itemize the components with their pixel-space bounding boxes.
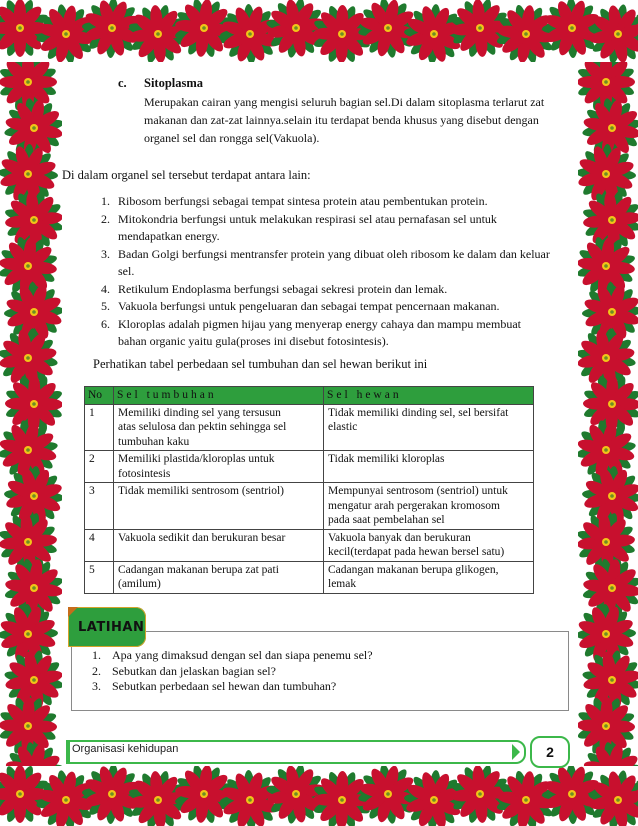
question-text: Sebutkan dan jelaskan bagian sel? [112,663,276,678]
cell-no: 2 [85,451,114,483]
list-item [84,246,574,281]
item-text: sel. [118,264,135,278]
cell-line: Cadangan makanan berupa glikogen, [328,563,499,576]
paragraph-line: Merupakan cairan yang mengisi seluruh bagian sel.Di dalam sitoplasma terlarut zat [144,95,545,109]
item-number: 4. [101,281,110,296]
cell-plant [114,561,324,593]
cell-animal [324,529,534,561]
item-number: 1. [101,194,110,208]
section-paragraph [144,93,564,147]
organelle-list [84,193,574,351]
cell-line: Vakuola sedikit dan berukuran besar [118,531,286,544]
cell-line: mengatur arah pergerakan kromosom [328,499,500,512]
cell-line: Memiliki dinding sel yang tersusun [118,406,281,419]
item-text: Retikulum Endoplasma berfungsi sebagai sekresi protein dan lemak. [118,281,448,296]
table-row [85,483,534,530]
item-number: 5. [101,299,110,313]
item-text: Vakuola berfungsi untuk pengeluaran dan sebagai tempat pencernaan makanan. [118,299,500,313]
list-item [92,664,373,680]
cell-line: Tidak memiliki kloroplas [328,453,445,465]
cell-line: Tidak memiliki sentrosom (sentriol) [118,485,284,497]
cell-line: Vakuola banyak dan berukuran [328,531,471,544]
header-animal-cell: Sel hewan [324,387,534,405]
item-text: Kloroplas adalah pigmen hijau yang menyerap energy cahaya dan mampu membuat [118,316,521,331]
cell-line: pada saat pembelahan sel [328,514,445,526]
item-number: 2. [92,663,101,678]
section-letter: c. [118,76,127,90]
list-item [92,648,373,664]
cell-line: (amilum) [118,578,161,590]
item-number: 3. [92,679,101,693]
item-text: Badan Golgi berfungsi mentransfer protein yang dibuat oleh ribosom ke dalam dan keluar [118,246,550,261]
table-header-row [85,387,534,405]
footer-title: Organisasi kehidupan [72,743,179,755]
cell-line: kecil(terdapat pada hewan bersel satu) [328,546,505,558]
header-no: No [85,387,114,405]
cell-line: elastic [328,421,358,433]
cell-line: fotosintesis [118,467,171,480]
cell-line: lemak [328,578,357,590]
list-item [84,316,574,351]
cell-no: 1 [85,404,114,451]
item-number: 1. [92,648,101,662]
cell-animal [324,451,534,483]
cell-animal [324,483,534,530]
exercise-label: LATIHAN [78,620,145,635]
footer-marker [66,740,70,764]
table-intro: Perhatikan tabel perbedaan sel tumbuhan dan sel hewan berikut ini [93,357,428,371]
tab-corner-icon [68,607,78,617]
cell-plant [114,404,324,451]
paragraph-line: makanan dan zat-zat lainnya.selain itu terdapat benda khusus yang disebut dengan [144,113,539,127]
table-row [85,529,534,561]
list-item [84,281,574,299]
cell-line: tumbuhan kaku [118,435,190,448]
item-text: bahan organic yaitu gula(proses ini disebut fotosintesis). [118,334,389,348]
section-title: Sitoplasma [144,76,204,90]
list-item [92,679,373,695]
cell-plant [114,451,324,483]
exercise-question-list [92,648,373,695]
question-text: Sebutkan perbedaan sel hewan dan tumbuhan? [112,679,337,693]
item-text: Ribosom berfungsi sebagai tempat sintesa protein atau pembentukan protein. [118,194,488,208]
item-number: 2. [101,211,110,226]
item-number: 6. [101,316,110,331]
item-number: 3. [101,246,110,261]
header-plant-cell: Sel tumbuhan [114,387,324,405]
paragraph-line: organel sel dan rongga sel(Vakuola). [144,131,320,145]
cell-line: Tidak memiliki dinding sel, sel bersifat [328,406,509,419]
cell-line: Memiliki plastida/kloroplas untuk [118,453,275,465]
cell-no: 4 [85,529,114,561]
item-text: Mitokondria berfungsi untuk melakukan respirasi sel atau pernafasan sel untuk [118,211,497,226]
cell-line: Cadangan makanan berupa zat pati [118,563,279,576]
question-text: Apa yang dimaksud dengan sel dan siapa penemu sel? [112,648,373,662]
table-row [85,451,534,483]
page-number: 2 [530,736,570,768]
item-text: mendapatkan energy. [118,229,220,243]
cell-animal [324,561,534,593]
table-row [85,404,534,451]
cell-line: Mempunyai sentrosom (sentriol) untuk [328,485,508,497]
cell-no: 3 [85,483,114,530]
list-item [84,193,574,211]
organelle-intro: Di dalam organel sel tersebut terdapat antara lain: [62,168,311,182]
list-item [84,298,574,316]
list-item [84,211,574,246]
cell-no: 5 [85,561,114,593]
comparison-table [84,386,534,594]
cell-line: atas selulosa dan pektin sehingga sel [118,421,287,433]
arrow-right-icon [512,744,520,760]
cell-plant [114,529,324,561]
cell-animal [324,404,534,451]
table-row [85,561,534,593]
cell-plant [114,483,324,530]
section-heading [118,76,203,91]
